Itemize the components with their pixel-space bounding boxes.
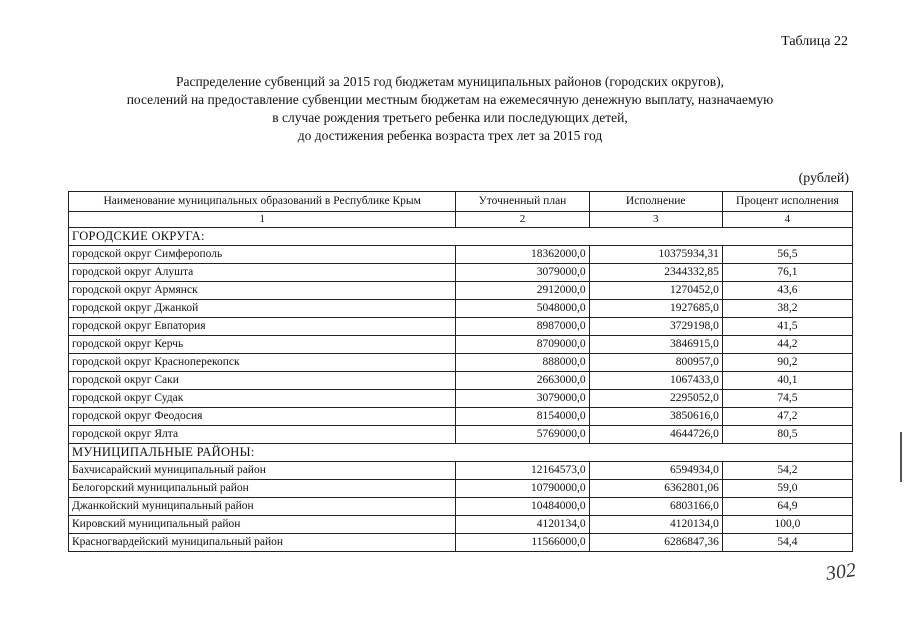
table-row bbox=[69, 354, 853, 372]
plan-value: 18362000,0 bbox=[456, 246, 589, 264]
plan-value: 12164573,0 bbox=[456, 462, 589, 480]
execution-percent: 90,2 bbox=[722, 354, 852, 372]
execution-percent: 56,5 bbox=[722, 246, 852, 264]
header-name: Наименование муниципальных образований в Республике Крым bbox=[69, 192, 456, 212]
column-number: 2 bbox=[456, 212, 589, 228]
execution-percent: 76,1 bbox=[722, 264, 852, 282]
municipality-name: городской округ Феодосия bbox=[69, 408, 456, 426]
execution-percent: 44,2 bbox=[722, 336, 852, 354]
execution-percent: 80,5 bbox=[722, 426, 852, 444]
municipality-name: городской округ Ялта bbox=[69, 426, 456, 444]
column-number-row bbox=[69, 212, 853, 228]
execution-value: 6286847,36 bbox=[589, 534, 722, 552]
plan-value: 10484000,0 bbox=[456, 498, 589, 516]
plan-value: 5769000,0 bbox=[456, 426, 589, 444]
table-row bbox=[69, 498, 853, 516]
section-title: МУНИЦИПАЛЬНЫЕ РАЙОНЫ: bbox=[69, 444, 853, 462]
plan-value: 5048000,0 bbox=[456, 300, 589, 318]
section-row bbox=[69, 228, 853, 246]
plan-value: 2912000,0 bbox=[456, 282, 589, 300]
execution-value: 4120134,0 bbox=[589, 516, 722, 534]
plan-value: 8709000,0 bbox=[456, 336, 589, 354]
municipality-name: Джанкойский муниципальный район bbox=[69, 498, 456, 516]
column-number: 1 bbox=[69, 212, 456, 228]
handwritten-page-number: 302 bbox=[824, 559, 858, 585]
title-line-3: в случае рождения третьего ребенка или последующих детей, bbox=[272, 110, 628, 125]
municipality-name: Кировский муниципальный район bbox=[69, 516, 456, 534]
municipality-name: городской округ Джанкой bbox=[69, 300, 456, 318]
execution-value: 2344332,85 bbox=[589, 264, 722, 282]
plan-value: 3079000,0 bbox=[456, 264, 589, 282]
document-title bbox=[40, 73, 860, 145]
title-line-4: до достижения ребенка возраста трех лет за 2015 год bbox=[297, 128, 603, 143]
execution-percent: 54,4 bbox=[722, 534, 852, 552]
municipality-name: Красногвардейский муниципальный район bbox=[69, 534, 456, 552]
section-title: ГОРОДСКИЕ ОКРУГА: bbox=[69, 228, 853, 246]
table-row bbox=[69, 372, 853, 390]
section-row bbox=[69, 444, 853, 462]
plan-value: 11566000,0 bbox=[456, 534, 589, 552]
column-number: 3 bbox=[589, 212, 722, 228]
execution-value: 4644726,0 bbox=[589, 426, 722, 444]
execution-value: 3846915,0 bbox=[589, 336, 722, 354]
title-line-1: Распределение субвенций за 2015 год бюджетам муниципальных районов (городских округов), bbox=[175, 74, 725, 89]
execution-percent: 43,6 bbox=[722, 282, 852, 300]
execution-percent: 64,9 bbox=[722, 498, 852, 516]
municipality-name: Белогорский муниципальный район bbox=[69, 480, 456, 498]
municipality-name: городской округ Армянск bbox=[69, 282, 456, 300]
execution-value: 6803166,0 bbox=[589, 498, 722, 516]
municipality-name: городской округ Симферополь bbox=[69, 246, 456, 264]
table-label: Таблица 22 bbox=[781, 34, 848, 49]
plan-value: 3079000,0 bbox=[456, 390, 589, 408]
municipality-name: городской округ Керчь bbox=[69, 336, 456, 354]
execution-percent: 100,0 bbox=[722, 516, 852, 534]
table-body bbox=[69, 228, 853, 552]
title-line-2: поселений на предоставление субвенции местным бюджетам на ежемесячную денежную выплату, назначаемую bbox=[126, 92, 774, 107]
execution-percent: 59,0 bbox=[722, 480, 852, 498]
municipality-name: Бахчисарайский муниципальный район bbox=[69, 462, 456, 480]
table-row bbox=[69, 264, 853, 282]
execution-percent: 38,2 bbox=[722, 300, 852, 318]
column-number: 4 bbox=[722, 212, 852, 228]
execution-value: 6594934,0 bbox=[589, 462, 722, 480]
plan-value: 888000,0 bbox=[456, 354, 589, 372]
municipality-name: городской округ Алушта bbox=[69, 264, 456, 282]
execution-percent: 41,5 bbox=[722, 318, 852, 336]
execution-percent: 74,5 bbox=[722, 390, 852, 408]
execution-value: 800957,0 bbox=[589, 354, 722, 372]
municipality-name: городской округ Саки bbox=[69, 372, 456, 390]
table-row bbox=[69, 336, 853, 354]
table-row bbox=[69, 390, 853, 408]
table-row bbox=[69, 300, 853, 318]
table-row bbox=[69, 408, 853, 426]
execution-value: 1067433,0 bbox=[589, 372, 722, 390]
table-row bbox=[69, 318, 853, 336]
table-row bbox=[69, 516, 853, 534]
scan-edge-mark bbox=[900, 432, 902, 482]
header-exec: Исполнение bbox=[589, 192, 722, 212]
execution-value: 1270452,0 bbox=[589, 282, 722, 300]
header-pct: Процент исполнения bbox=[722, 192, 852, 212]
units-label: (рублей) bbox=[798, 171, 849, 186]
table-row bbox=[69, 282, 853, 300]
plan-value: 8154000,0 bbox=[456, 408, 589, 426]
plan-value: 8987000,0 bbox=[456, 318, 589, 336]
execution-value: 3729198,0 bbox=[589, 318, 722, 336]
execution-percent: 47,2 bbox=[722, 408, 852, 426]
plan-value: 10790000,0 bbox=[456, 480, 589, 498]
plan-value: 4120134,0 bbox=[456, 516, 589, 534]
table-row bbox=[69, 462, 853, 480]
table-row bbox=[69, 426, 853, 444]
municipality-name: городской округ Евпатория bbox=[69, 318, 456, 336]
execution-value: 2295052,0 bbox=[589, 390, 722, 408]
table-row bbox=[69, 246, 853, 264]
plan-value: 2663000,0 bbox=[456, 372, 589, 390]
header-row bbox=[69, 192, 853, 212]
execution-value: 6362801,06 bbox=[589, 480, 722, 498]
header-plan: Уточненный план bbox=[456, 192, 589, 212]
subsidy-table bbox=[68, 191, 853, 552]
execution-percent: 40,1 bbox=[722, 372, 852, 390]
table-row bbox=[69, 534, 853, 552]
execution-value: 3850616,0 bbox=[589, 408, 722, 426]
municipality-name: городской округ Красноперекопск bbox=[69, 354, 456, 372]
table-row bbox=[69, 480, 853, 498]
municipality-name: городской округ Судак bbox=[69, 390, 456, 408]
execution-value: 1927685,0 bbox=[589, 300, 722, 318]
execution-value: 10375934,31 bbox=[589, 246, 722, 264]
execution-percent: 54,2 bbox=[722, 462, 852, 480]
